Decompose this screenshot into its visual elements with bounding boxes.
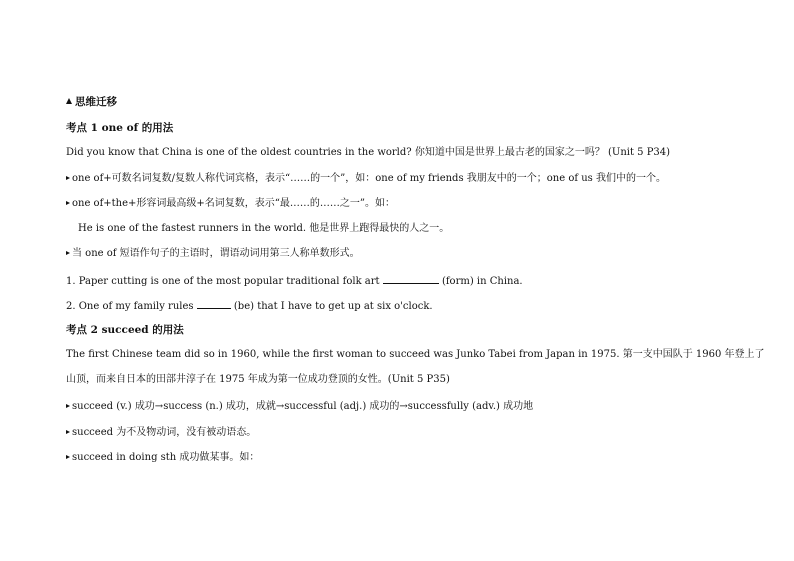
arrow-bullet-icon <box>66 404 70 408</box>
point1-rule2: one of+the+形容词最高级+名词复数，表示“最……的……之一”。如： <box>66 198 395 210</box>
arrow-bullet-icon <box>66 455 70 459</box>
exercise-1: 1. Paper cutting is one of the most popular traditional folk art (form) in China. <box>66 276 523 287</box>
section-heading: 思维迁移 <box>66 96 117 108</box>
point1-rule2-example: He is one of the fastest runners in the world. 他是世界上跑得最快的人之一。 <box>78 223 450 234</box>
point1-heading: 考点 1 one of 的用法 <box>66 122 174 134</box>
answer-blank-2[interactable] <box>197 299 231 309</box>
point1-example: Did you know that China is one of the oldest countries in the world? 你知道中国是世界上最古老的国家之一吗？ (Unit 5 P34) <box>66 147 671 158</box>
point2-heading: 考点 2 succeed 的用法 <box>66 324 184 336</box>
point2-rule2: succeed 为不及物动词，没有被动语态。 <box>66 427 256 439</box>
point2-example-line1: The first Chinese team did so in 1960, while the first woman to succeed was Junko Tabei from Japan in 1975. 第一支中国队于 1960 年登上了 <box>66 349 765 360</box>
arrow-bullet-icon <box>66 430 70 434</box>
point1-rule3: 当 one of 短语作句子的主语时，谓语动词用第三人称单数形式。 <box>66 248 360 260</box>
arrow-bullet-icon <box>66 176 70 180</box>
point1-rule1: one of+可数名词复数/复数人称代词宾格，表示“……的一个”，如：one of my friends 我朋友中的一个；one of us 我们中的一个。 <box>66 173 666 185</box>
arrow-bullet-icon <box>66 251 70 255</box>
point2-rule3: succeed in doing sth 成功做某事。如： <box>66 452 259 464</box>
point2-example-line2: 山顶，而来自日本的田部井淳子在 1975 年成为第一位成功登顶的女性。(Unit 5 P35) <box>66 374 450 385</box>
arrow-bullet-icon <box>66 201 70 205</box>
exercise-2: 2. One of my family rules (be) that I have to get up at six o'clock. <box>66 301 433 312</box>
answer-blank-1[interactable] <box>383 274 439 284</box>
triangle-icon <box>66 98 72 104</box>
point2-rule1: succeed (v.) 成功→success (n.) 成功，成就→successful (adj.) 成功的→successfully (adv.) 成功地 <box>66 401 533 413</box>
